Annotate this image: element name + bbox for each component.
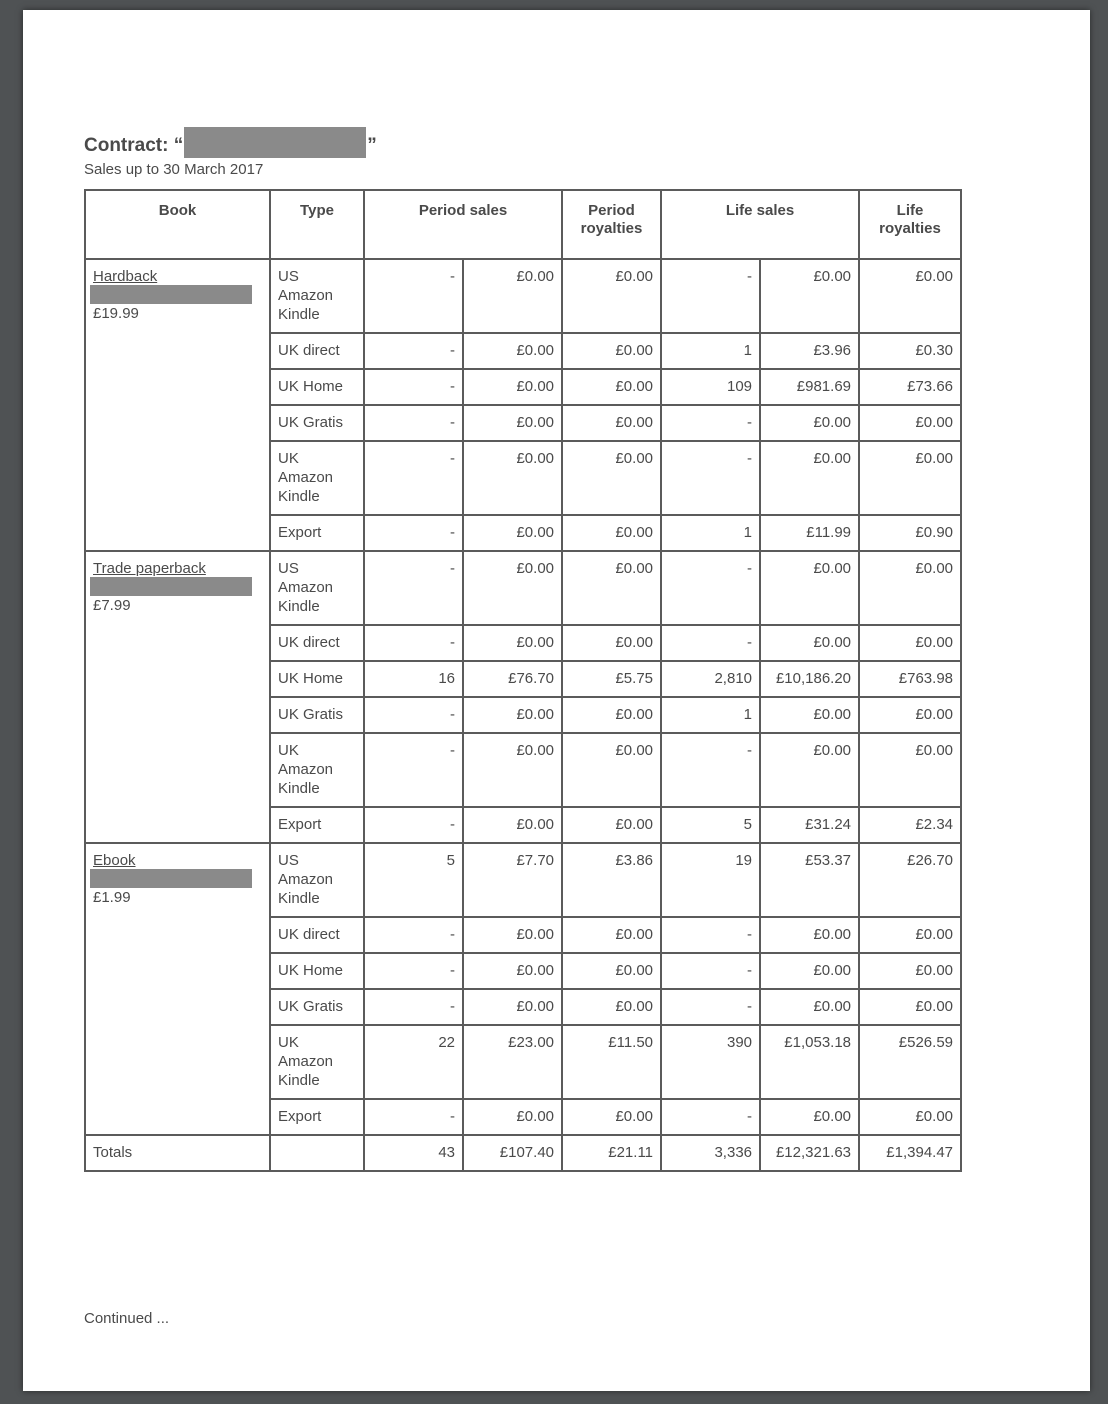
life-sales-units-cell: -: [661, 953, 760, 989]
sales-type-cell: Export: [270, 515, 364, 551]
period-sales-value-cell: £0.00: [463, 917, 562, 953]
life-sales-value-cell: £3.96: [760, 333, 859, 369]
book-cell: [85, 551, 270, 843]
life-sales-units-cell: 390: [661, 1025, 760, 1099]
period-sales-units-cell: -: [364, 625, 463, 661]
period-royalties-cell: £0.00: [562, 697, 661, 733]
period-sales-value-cell: £0.00: [463, 733, 562, 807]
life-sales-units-cell: -: [661, 1099, 760, 1135]
sales-type-cell: UK Gratis: [270, 697, 364, 733]
life-royalties-cell: £0.00: [859, 441, 961, 515]
sales-type-cell: UK Amazon Kindle: [270, 1025, 364, 1099]
period-sales-value-cell: £0.00: [463, 697, 562, 733]
period-sales-value-cell: £0.00: [463, 807, 562, 843]
life-royalties-cell: £0.00: [859, 259, 961, 333]
book-cell: [85, 259, 270, 551]
period-sales-value-cell: £0.00: [463, 989, 562, 1025]
life-royalties-cell: £0.00: [859, 989, 961, 1025]
life-sales-value-cell: £0.00: [760, 551, 859, 625]
sales-type-cell: UK Home: [270, 369, 364, 405]
life-sales-value-cell: £53.37: [760, 843, 859, 917]
period-sales-value-cell: £0.00: [463, 1099, 562, 1135]
period-sales-units-cell: -: [364, 917, 463, 953]
life-sales-value-cell: £0.00: [760, 259, 859, 333]
period-sales-value-cell: £0.00: [463, 259, 562, 333]
book-price: £7.99: [93, 597, 131, 614]
life-sales-value-cell: £31.24: [760, 807, 859, 843]
period-royalties-cell: £0.00: [562, 441, 661, 515]
life-sales-units-cell: 1: [661, 515, 760, 551]
life-sales-units-cell: 19: [661, 843, 760, 917]
period-royalties-cell: £0.00: [562, 989, 661, 1025]
life-royalties-cell: £0.00: [859, 733, 961, 807]
sales-type-cell: UK Amazon Kindle: [270, 733, 364, 807]
document-page: [23, 10, 1090, 1391]
column-header-life-royalties: Life royalties: [859, 190, 961, 259]
totals-life-sales-units-cell: 3,336: [661, 1135, 760, 1171]
sales-type-cell: US Amazon Kindle: [270, 259, 364, 333]
period-sales-units-cell: -: [364, 333, 463, 369]
period-sales-units-cell: -: [364, 1099, 463, 1135]
table-row: [85, 843, 961, 917]
life-sales-units-cell: -: [661, 625, 760, 661]
life-sales-units-cell: -: [661, 733, 760, 807]
life-sales-units-cell: 5: [661, 807, 760, 843]
column-header-period-royalties: Period royalties: [562, 190, 661, 259]
period-royalties-cell: £0.00: [562, 625, 661, 661]
life-royalties-cell: £0.30: [859, 333, 961, 369]
period-royalties-cell: £0.00: [562, 369, 661, 405]
period-sales-units-cell: -: [364, 733, 463, 807]
book-format-name: Trade paperback: [93, 560, 206, 577]
sales-type-cell: UK Gratis: [270, 405, 364, 441]
redacted-contract-name: [184, 127, 366, 158]
life-sales-value-cell: £0.00: [760, 441, 859, 515]
period-sales-value-cell: £7.70: [463, 843, 562, 917]
life-sales-units-cell: -: [661, 259, 760, 333]
life-royalties-cell: £0.90: [859, 515, 961, 551]
period-sales-units-cell: 16: [364, 661, 463, 697]
period-sales-units-cell: -: [364, 807, 463, 843]
period-royalties-cell: £5.75: [562, 661, 661, 697]
period-royalties-cell: £11.50: [562, 1025, 661, 1099]
life-royalties-cell: £0.00: [859, 1099, 961, 1135]
table-header-row: [85, 190, 961, 259]
period-sales-value-cell: £0.00: [463, 953, 562, 989]
book-format-name: Hardback: [93, 268, 158, 285]
life-sales-value-cell: £0.00: [760, 405, 859, 441]
sales-type-cell: Export: [270, 807, 364, 843]
life-sales-value-cell: £0.00: [760, 733, 859, 807]
continued-note: Continued ...: [84, 1310, 170, 1327]
period-royalties-cell: £0.00: [562, 807, 661, 843]
table-body: [85, 259, 961, 1171]
life-royalties-cell: £73.66: [859, 369, 961, 405]
period-sales-units-cell: -: [364, 441, 463, 515]
contract-title: [84, 127, 377, 158]
period-royalties-cell: £3.86: [562, 843, 661, 917]
totals-type-cell: [270, 1135, 364, 1171]
period-sales-value-cell: £0.00: [463, 625, 562, 661]
period-sales-value-cell: £76.70: [463, 661, 562, 697]
life-sales-units-cell: 2,810: [661, 661, 760, 697]
redacted-isbn: [90, 869, 252, 888]
sales-type-cell: US Amazon Kindle: [270, 551, 364, 625]
totals-period-royalties-cell: £21.11: [562, 1135, 661, 1171]
life-royalties-cell: £0.00: [859, 917, 961, 953]
life-sales-value-cell: £0.00: [760, 917, 859, 953]
period-sales-value-cell: £0.00: [463, 441, 562, 515]
contract-title-prefix: Contract: “: [84, 135, 184, 156]
period-royalties-cell: £0.00: [562, 551, 661, 625]
redacted-isbn: [90, 285, 252, 304]
life-royalties-cell: £0.00: [859, 697, 961, 733]
sales-date-subtitle: Sales up to 30 March 2017: [84, 161, 264, 178]
period-royalties-cell: £0.00: [562, 1099, 661, 1135]
life-sales-units-cell: -: [661, 405, 760, 441]
life-sales-value-cell: £0.00: [760, 697, 859, 733]
life-royalties-cell: £0.00: [859, 405, 961, 441]
period-sales-value-cell: £0.00: [463, 333, 562, 369]
sales-type-cell: UK Gratis: [270, 989, 364, 1025]
period-royalties-cell: £0.00: [562, 733, 661, 807]
column-header-book: Book: [85, 190, 270, 259]
book-cell: [85, 843, 270, 1135]
book-price: £1.99: [93, 889, 131, 906]
life-royalties-cell: £26.70: [859, 843, 961, 917]
life-royalties-cell: £0.00: [859, 551, 961, 625]
life-sales-units-cell: -: [661, 441, 760, 515]
period-sales-units-cell: -: [364, 515, 463, 551]
totals-life-sales-value-cell: £12,321.63: [760, 1135, 859, 1171]
table-row: [85, 551, 961, 625]
totals-life-royalties-cell: £1,394.47: [859, 1135, 961, 1171]
period-sales-value-cell: £23.00: [463, 1025, 562, 1099]
period-sales-value-cell: £0.00: [463, 515, 562, 551]
sales-type-cell: UK direct: [270, 917, 364, 953]
period-sales-units-cell: -: [364, 989, 463, 1025]
totals-period-sales-value-cell: £107.40: [463, 1135, 562, 1171]
period-royalties-cell: £0.00: [562, 917, 661, 953]
column-header-period-sales: Period sales: [364, 190, 562, 259]
column-header-type: Type: [270, 190, 364, 259]
life-royalties-cell: £763.98: [859, 661, 961, 697]
life-sales-units-cell: -: [661, 551, 760, 625]
life-sales-value-cell: £0.00: [760, 989, 859, 1025]
life-royalties-cell: £0.00: [859, 953, 961, 989]
redacted-isbn: [90, 577, 252, 596]
life-royalties-cell: £526.59: [859, 1025, 961, 1099]
royalty-table: [84, 189, 962, 1172]
book-format-name: Ebook: [93, 852, 136, 869]
totals-label-cell: Totals: [85, 1135, 270, 1171]
period-sales-units-cell: -: [364, 369, 463, 405]
sales-type-cell: UK direct: [270, 333, 364, 369]
totals-period-sales-units-cell: 43: [364, 1135, 463, 1171]
sales-type-cell: Export: [270, 1099, 364, 1135]
period-sales-value-cell: £0.00: [463, 405, 562, 441]
sales-type-cell: UK direct: [270, 625, 364, 661]
table-row: [85, 259, 961, 333]
period-royalties-cell: £0.00: [562, 333, 661, 369]
life-sales-value-cell: £10,186.20: [760, 661, 859, 697]
life-sales-units-cell: -: [661, 917, 760, 953]
period-sales-units-cell: -: [364, 697, 463, 733]
life-sales-units-cell: 1: [661, 333, 760, 369]
life-sales-value-cell: £981.69: [760, 369, 859, 405]
period-royalties-cell: £0.00: [562, 953, 661, 989]
life-royalties-cell: £2.34: [859, 807, 961, 843]
period-royalties-cell: £0.00: [562, 515, 661, 551]
sales-type-cell: UK Home: [270, 661, 364, 697]
period-sales-units-cell: -: [364, 405, 463, 441]
life-sales-units-cell: 109: [661, 369, 760, 405]
life-sales-units-cell: 1: [661, 697, 760, 733]
column-header-life-sales: Life sales: [661, 190, 859, 259]
totals-row: [85, 1135, 961, 1171]
period-sales-units-cell: 22: [364, 1025, 463, 1099]
life-sales-value-cell: £0.00: [760, 625, 859, 661]
life-sales-value-cell: £1,053.18: [760, 1025, 859, 1099]
life-sales-value-cell: £0.00: [760, 1099, 859, 1135]
sales-type-cell: UK Home: [270, 953, 364, 989]
period-sales-units-cell: 5: [364, 843, 463, 917]
period-sales-value-cell: £0.00: [463, 369, 562, 405]
period-royalties-cell: £0.00: [562, 259, 661, 333]
period-royalties-cell: £0.00: [562, 405, 661, 441]
sales-type-cell: US Amazon Kindle: [270, 843, 364, 917]
period-sales-value-cell: £0.00: [463, 551, 562, 625]
period-sales-units-cell: -: [364, 551, 463, 625]
period-sales-units-cell: -: [364, 953, 463, 989]
sales-type-cell: UK Amazon Kindle: [270, 441, 364, 515]
contract-title-suffix: ”: [367, 135, 377, 156]
life-royalties-cell: £0.00: [859, 625, 961, 661]
life-sales-value-cell: £11.99: [760, 515, 859, 551]
period-sales-units-cell: -: [364, 259, 463, 333]
life-sales-units-cell: -: [661, 989, 760, 1025]
book-price: £19.99: [93, 305, 139, 322]
life-sales-value-cell: £0.00: [760, 953, 859, 989]
